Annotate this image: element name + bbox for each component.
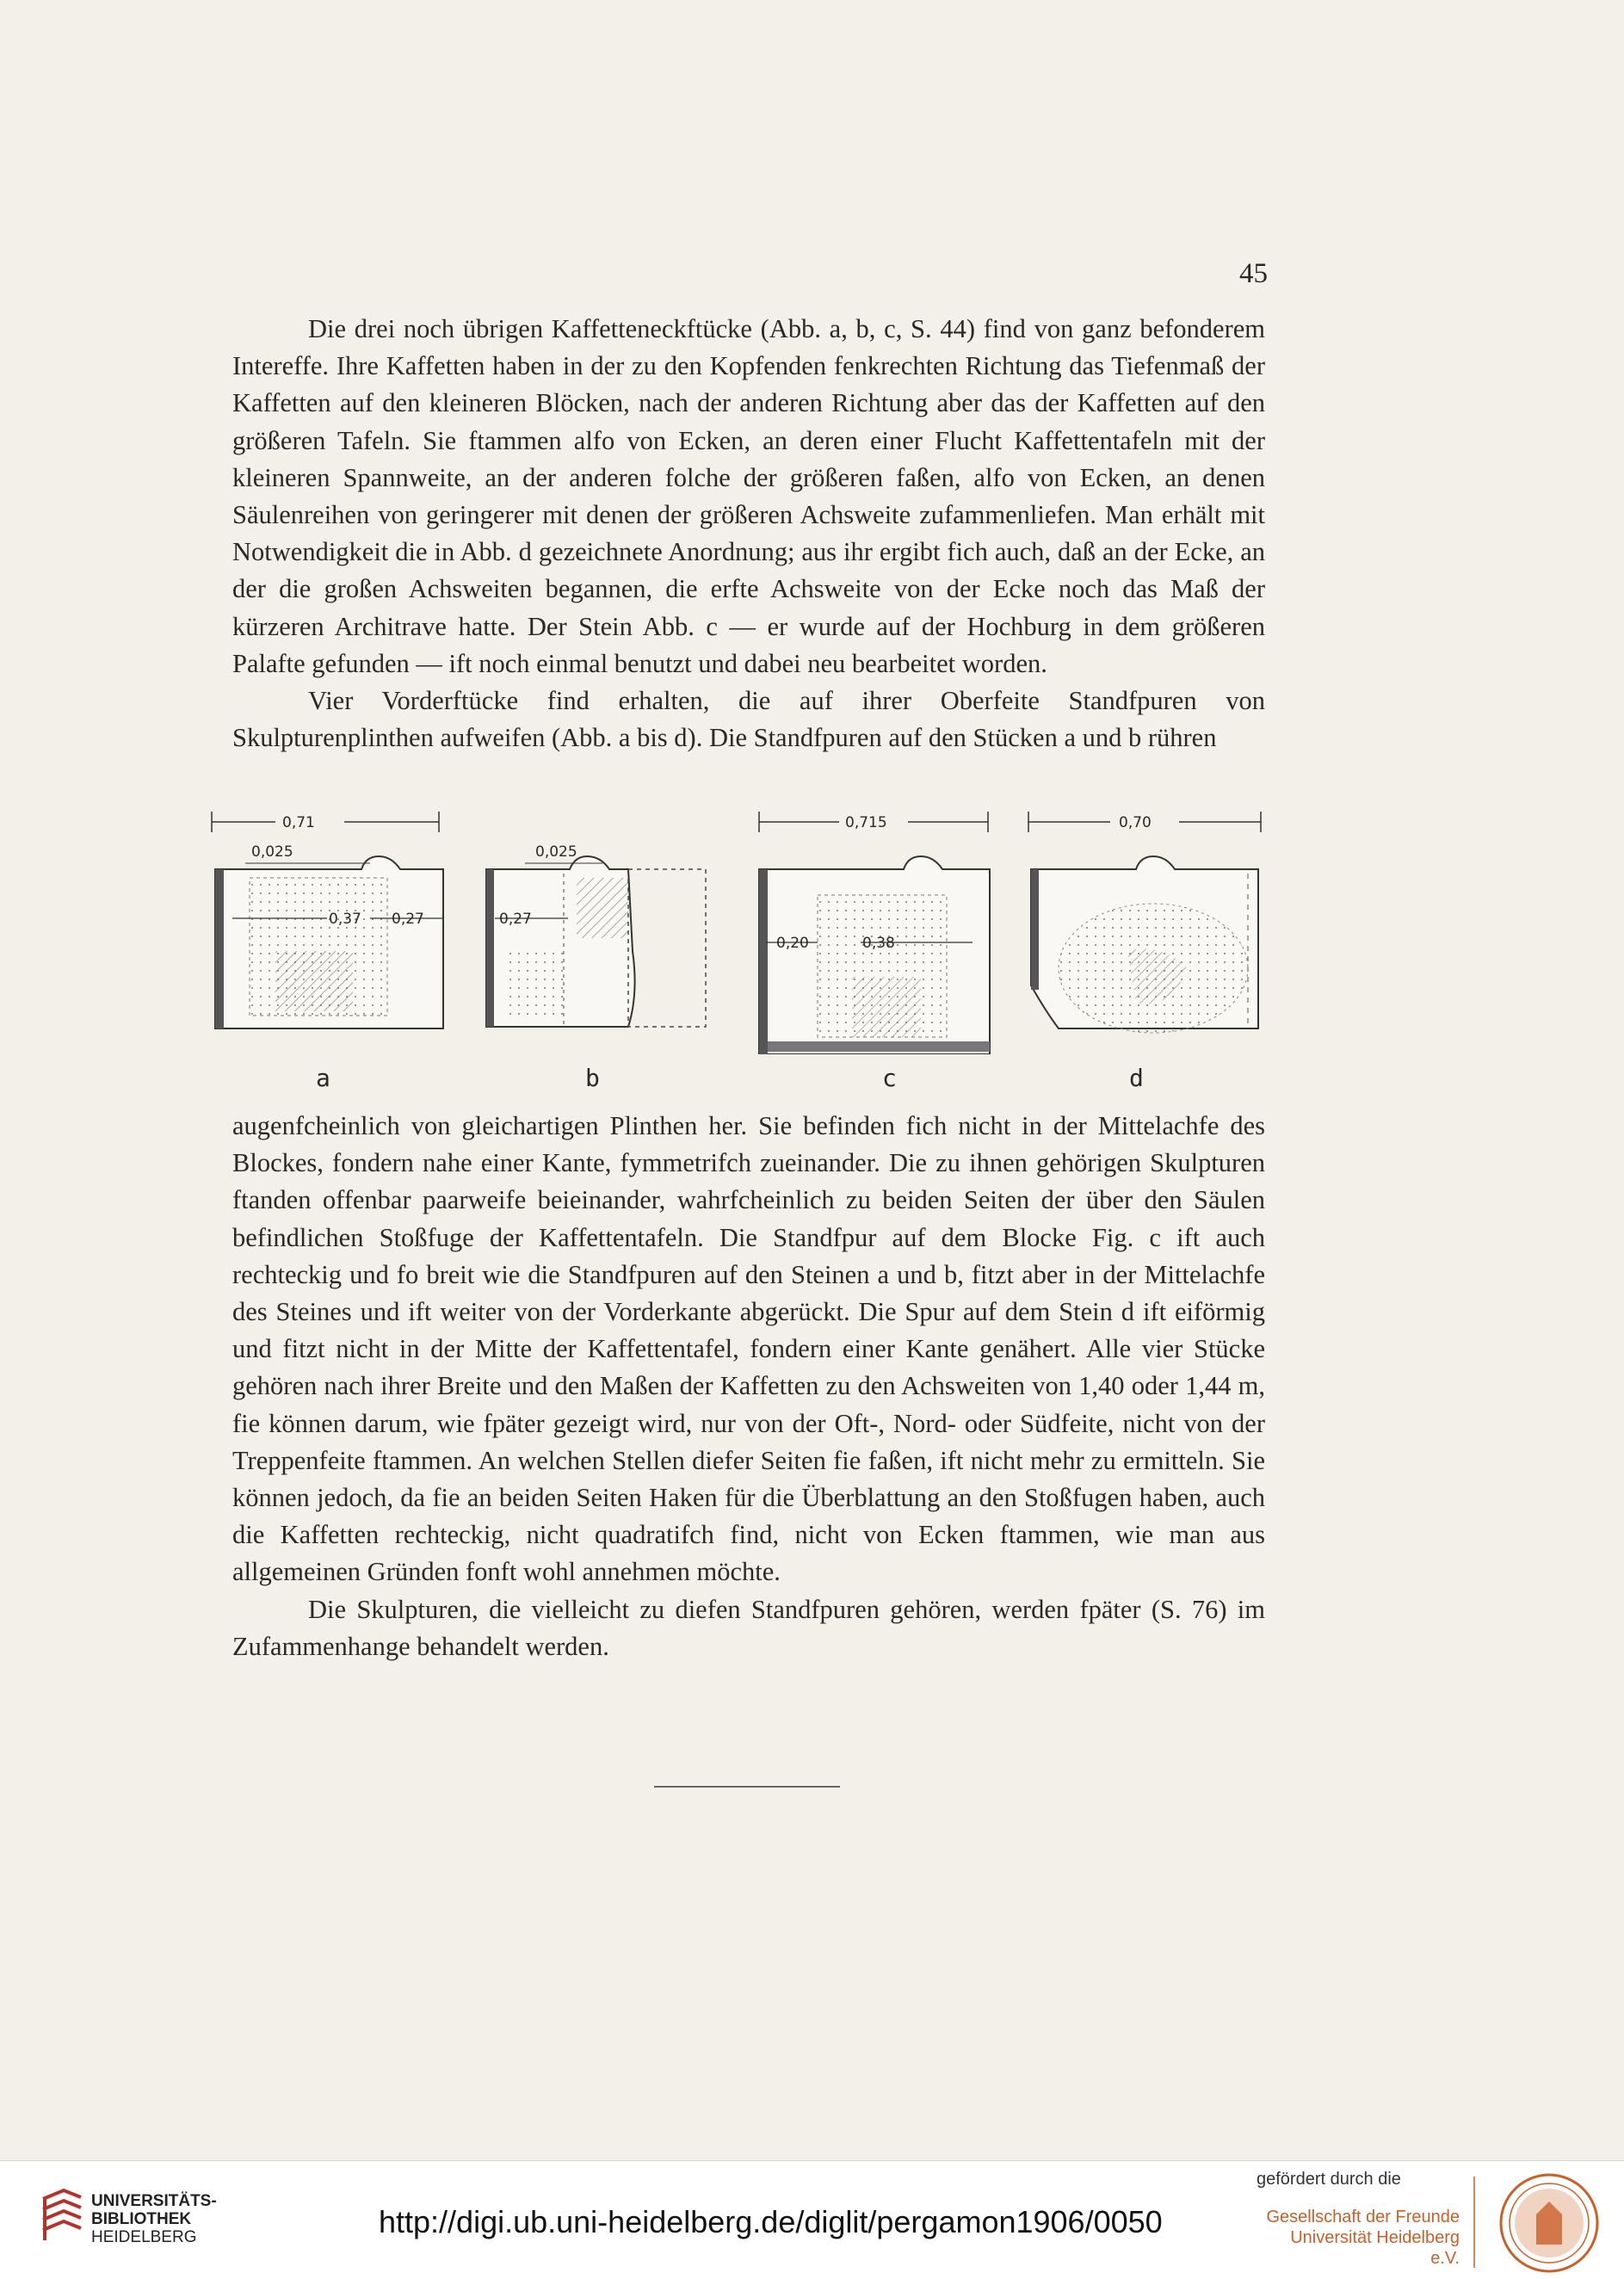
paragraph-4: Die Skulpturen, die vielleicht zu diefen Standfpuren gehören, werden fpäter (S. 76) im Zufammenhange behandelt werden. [232,1594,1265,1661]
sponsor-divider [1473,2177,1475,2268]
paragraph-block-bottom [232,1108,1265,1665]
funded-by-label: gefördert durch die [1257,2170,1401,2189]
page-number: 45 [1239,258,1268,289]
library-logo-icon [38,2187,84,2244]
library-line-2: BIBLIOTHEK [91,2210,192,2228]
sponsor-block [1257,2170,1460,2269]
library-line-3: HEIDELBERG [91,2228,197,2246]
paragraph-block-top [232,311,1265,757]
dim-c-inner: 0,38 [862,935,895,952]
paragraph-2: Vier Vorderftücke find erhalten, die auf ihrer Oberfeite Standfpuren von Skulpturenplinthen aufweifen (Abb. a bis d). Die Standfpuren auf den Stücken a und b rühren [232,686,1265,753]
library-line-1: UNIVERSITÄTS- [91,2192,217,2210]
dim-c-edge: 0,20 [776,935,809,952]
block-c-drawing [759,812,990,1054]
footer-bar [0,2160,1624,2279]
block-a-drawing [212,812,443,1028]
sponsor-org-line-1: Gesellschaft der Freunde [1266,2208,1460,2227]
figure-label-c: c [882,1064,897,1092]
university-seal-icon [1497,2171,1601,2275]
figure-drawing [198,796,1317,1054]
paragraph-1: Die drei noch übrigen Kaffetteneckftücke (Abb. a, b, c, S. 44) find von ganz befonderem Intereffe. Ihre Kaffetten haben in der zu den Kopfenden fenkrechten Richtung das Tiefenmaß der Kaffetten auf den kleineren Blöcken, nach der anderen Richtung aber das der Kaffetten auf den größeren Tafeln. Sie ftammen alfo von Ecken, an deren einer Flucht Kaffettentafeln mit der kleineren Spannweite, an der anderen folche der größeren faßen, alfo von Ecken, an denen Säulenreihen von geringerer mit denen der größeren Achsweite zufammenliefen. Man erhält mit Notwendigkeit die in Abb. d gezeichnete Anordnung; aus ihr ergibt fich auch, daß an der Ecke, an der die großen Achsweiten begannen, die erfte Achsweite von der Ecke noch das Maß der kürzeren Architrave hatte. Der Stein Abb. c — er wurde auf der Hochburg in dem größeren Palafte gefunden — ift noch einmal benutzt und dabei neu bearbeitet worden. [232,314,1265,678]
dim-a-edge: 0,025 [251,843,293,861]
paragraph-3: augenfcheinlich von gleichartigen Plinthen her. Sie befinden fich nicht in der Mittelachfe des Blockes, fondern nahe einer Kante, fymmetrifch zueinander. Die zu ihnen gehörigen Skulpturen ftanden offenbar paarweife beieinander, wahrfcheinlich zu beiden Seiten der über den Säulen befindlichen Stoßfuge der Kaffettentafeln. Die Standfpur auf dem Blocke Fig. c ift auch rechteckig und fo breit wie die Standfpuren auf den Steinen a und b, fitzt aber in der Mittelachfe des Steines und ift weiter von der Vorderkante abgerückt. Die Spur auf dem Stein d ift eiförmig und fitzt nicht in der Mitte der Kaffettentafel, fondern einer Kante genähert. Alle vier Stücke gehören nach ihrer Breite und den Maßen der Kaffetten zu den Achsweiten von 1,40 oder 1,44 m, fie können darum, wie fpäter gezeigt wird, nur von der Oft-, Nord- oder Südfeite, nicht von der Treppenfeite ftammen. An welchen Stellen diefer Seiten fie faßen, ift nicht mehr zu ermitteln. Sie können jedoch, da fie an beiden Seiten Haken für die Überblattung an den Stoßfugen haben, auch die Kaffetten rechteckig, nicht quadratifch find, nicht von Ecken ftammen, wie man aus allgemeinen Gründen fonft wohl annehmen möchte. [232,1111,1265,1587]
library-name [91,2192,217,2246]
dim-b-side: 0,27 [499,911,532,928]
dim-d-width: 0,70 [1119,814,1152,831]
source-url-link[interactable]: http://digi.ub.uni-heidelberg.de/diglit/pergamon1906/0050 [379,2204,1163,2239]
dim-a-width: 0,71 [282,814,315,831]
figure-label-b: b [585,1064,600,1092]
dim-c-width: 0,715 [845,814,887,831]
dim-b-edge: 0,025 [535,843,577,861]
dim-a-inner: 0,37 [329,911,361,928]
block-b-drawing [486,843,706,1027]
figure-label-d: d [1129,1064,1144,1092]
block-d-drawing [1028,812,1261,1033]
dim-a-side: 0,27 [392,911,424,928]
figure-label-a: a [316,1064,330,1092]
end-rule [654,1786,840,1788]
sponsor-org-line-2: Universität Heidelberg e.V. [1290,2228,1460,2268]
figure-blocks [198,796,1317,1106]
